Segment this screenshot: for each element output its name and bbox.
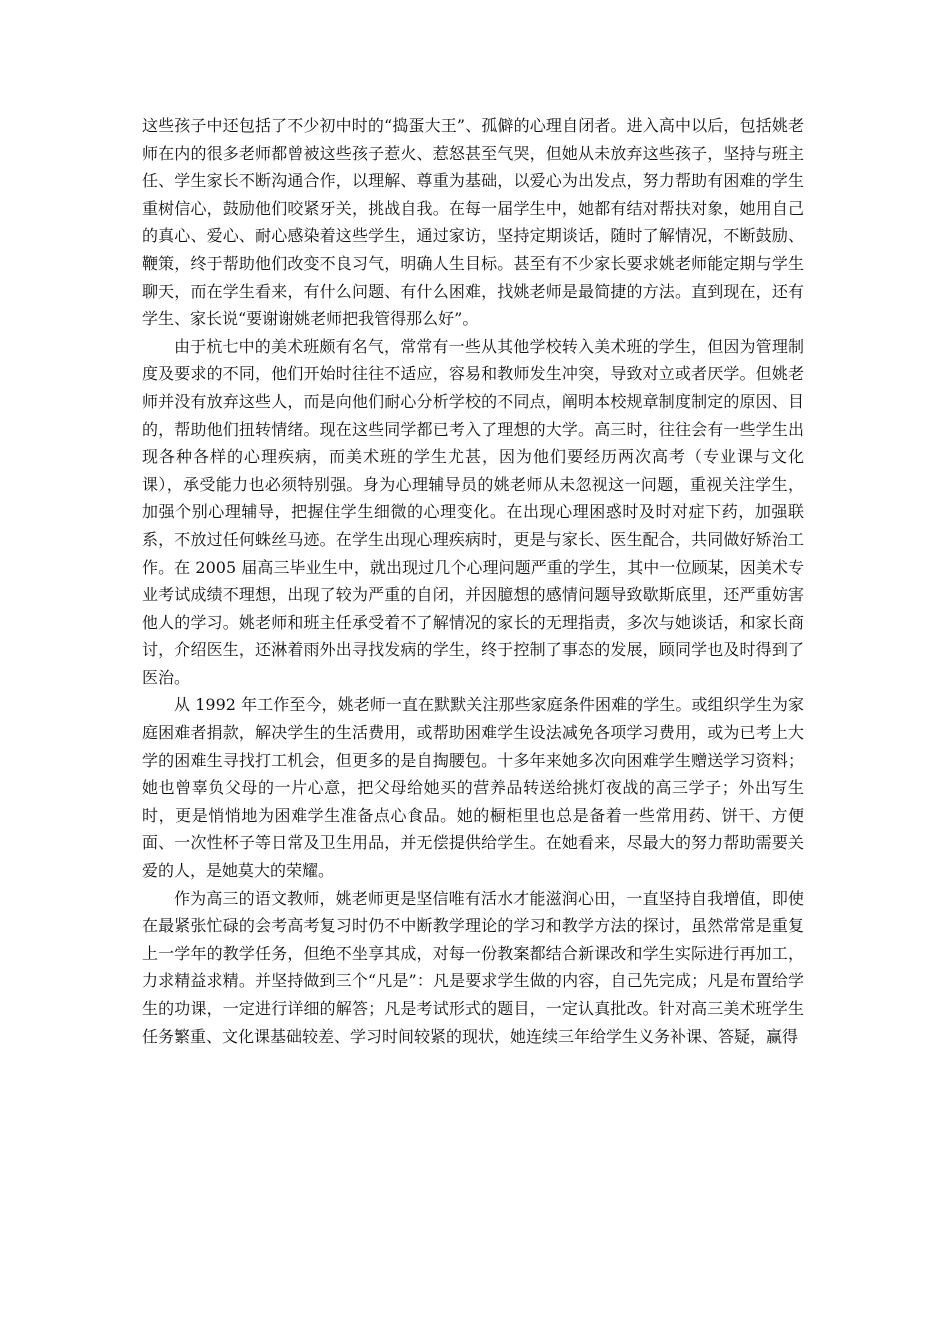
paragraph-1: 这些孩子中还包括了不少初中时的“捣蛋大王”、孤僻的心理自闭者。进入高中以后，包括姚老师在内的很多老师都曾被这些孩子惹火、惹怒甚至气哭，但她从未放弃这些孩子，坚持与班主任、学生家长不断沟通合作，以理解、尊重为基础，以爱心为出发点，努力帮助有困难的学生重树信心，鼓励他们咬紧牙关，挑战自我。在每一届学生中，她都有结对帮扶对象，她用自己的真心、爱心、耐心感染着这些学生，通过家访，坚持定期谈话，随时了解情况，不断鼓励、鞭策，终于帮助他们改变不良习气，明确人生目标。甚至有不少家长要求姚老师能定期与学生聊天，而在学生看来，有什么问题、有什么困难，找姚老师是最简捷的方法。直到现在，还有学生、家长说“要谢谢姚老师把我管得那么好”。 bbox=[142, 116, 804, 329]
document-body bbox=[142, 112, 804, 1050]
paragraph-4: 作为高三的语文教师，姚老师更是坚信唯有活水才能滋润心田，一直坚持自我增值，即使在最紧张忙碌的会考高考复习时仍不中断教学理论的学习和教学方法的探讨，虽然常常是重复上一学年的教学任务，但绝不坐享其成，对每一份教案都结合新课改和学生实际进行再加工，力求精益求精。并坚持做到三个“凡是”：凡是要求学生做的内容，自己先完成；凡是布置给学生的功课，一定进行详细的解答；凡是考试形式的题目，一定认真批改。针对高三美术班学生任务繁重、文化课基础较差、学习时间较紧的现状，她连续三年给学生义务补课、答疑，赢得 bbox=[142, 888, 804, 1046]
paragraph-3: 从 1992 年工作至今，姚老师一直在默默关注那些家庭条件困难的学生。或组织学生为家庭困难者捐款，解决学生的生活费用，或帮助困难学生设法减免各项学习费用，或为已考上大学的困难生寻找打工机会，但更多的是自掏腰包。十多年来她多次向困难学生赠送学习资料；她也曾辜负父母的一片心意，把父母给她买的营养品转送给挑灯夜战的高三学子；外出写生时，更是悄悄地为困难学生准备点心食品。她的橱柜里也总是备着一些常用药、饼干、方便面、一次性杯子等日常及卫生用品，并无偿提供给学生。在她看来，尽最大的努力帮助需要关爱的人，是她莫大的荣耀。 bbox=[142, 695, 804, 881]
paragraph-2: 由于杭七中的美术班颇有名气，常常有一些从其他学校转入美术班的学生，但因为管理制度及要求的不同，他们开始时往往不适应，容易和教师发生冲突，导致对立或者厌学。但姚老师并没有放弃这些人，而是向他们耐心分析学校的不同点，阐明本校规章制度制定的原因、目的，帮助他们扭转情绪。现在这些同学都已考入了理想的大学。高三时，往往会有一些学生出现各种各样的心理疾病，而美术班的学生尤甚，因为他们要经历两次高考（专业课与文化课），承受能力也必须特别强。身为心理辅导员的姚老师从未忽视这一问题，重视关注学生，加强个别心理辅导，把握住学生细微的心理变化。在出现心理困惑时及时对症下药，加强联系，不放过任何蛛丝马迹。在学生出现心理疾病时，更是与家长、医生配合，共同做好矫治工作。在 2005 届高三毕业生中，就出现过几个心理问题严重的学生，其中一位顾某，因美术专业考试成绩不理想，出现了较为严重的自闭，并因臆想的感情问题导致歇斯底里，还严重妨害他人的学习。姚老师和班主任承受着不了解情况的家长的无理指责，多次与她谈话，和家长商讨，介绍医生，还淋着雨外出寻找发病的学生，终于控制了事态的发展，顾同学也及时得到了医治。 bbox=[142, 336, 804, 687]
